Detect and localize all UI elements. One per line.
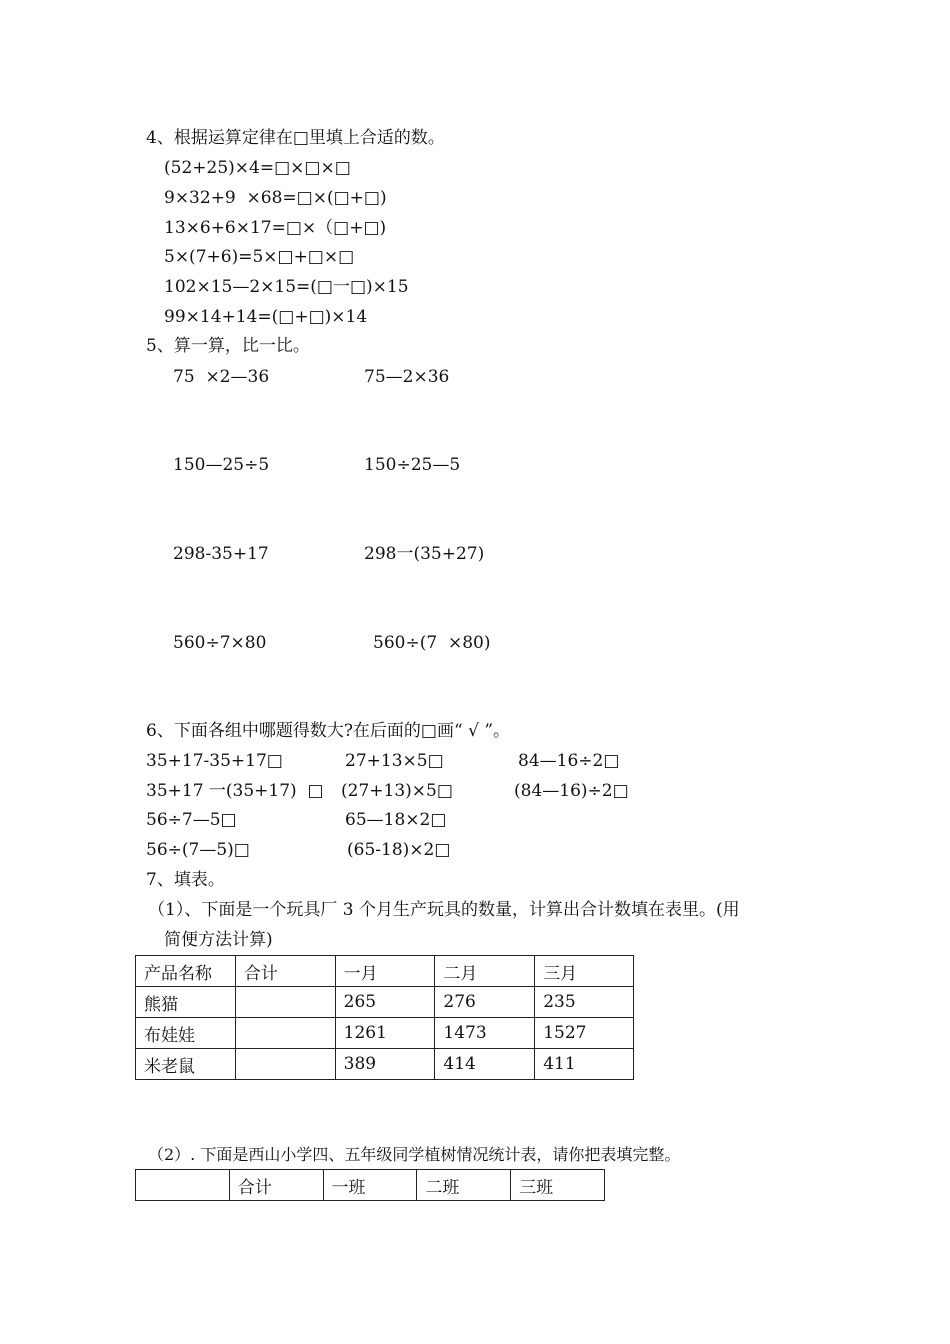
q5-expr-2a: 150—25÷5 [173,455,270,475]
q5-expr-1b: 75—2×36 [364,367,450,387]
table-row [136,987,634,1018]
q7-part2-text: （2）. 下面是西山小学四、五年级同学植树情况统计表，请你把表填完整。 [148,1145,681,1164]
header-cell: 二月 [435,956,535,987]
header-cell [136,1170,230,1201]
header-cell: 合计 [235,956,335,987]
table-cell: 1473 [435,1018,535,1049]
q6-r4-c1: 56÷(7—5)□ [146,840,250,860]
table-cell: 1527 [535,1018,634,1049]
q4-line-5: 102×15—2×15=(□一□)×15 [164,277,409,297]
q6-r2-c3: (84—16)÷2□ [514,781,629,801]
total-input-cell[interactable] [235,1018,335,1049]
q4-line-6: 99×14+14=(□+□)×14 [164,307,368,327]
table-cell: 265 [335,987,435,1018]
q6-r2-c1: 35+17 一(35+17) □ [146,781,324,801]
total-input-cell[interactable] [235,987,335,1018]
q7-title: 7、填表。 [146,870,225,890]
total-input-cell[interactable] [235,1049,335,1080]
toy-production-table [135,955,634,1080]
q7-part1-line1: （1）、下面是一个玩具厂 3 个月生产玩具的数量，计算出合计数填在表里。(用 [148,900,740,920]
table-cell: 熊猫 [136,987,236,1018]
q4-line-4: 5×(7+6)=5×□+□×□ [164,247,355,267]
q5-expr-3a: 298-35+17 [173,544,269,564]
table-header-row [136,1170,605,1201]
q6-r3-c1: 56÷7—5□ [146,810,237,830]
q5-expr-4a: 560÷7×80 [173,633,267,653]
table-header-row [136,956,634,987]
table-cell: 米老鼠 [136,1049,236,1080]
tree-planting-table [135,1169,605,1201]
q6-r1-c3: 84—16÷2□ [518,751,620,771]
table-cell: 235 [535,987,634,1018]
q6-r1-c2: 27+13×5□ [345,751,444,771]
q5-expr-2b: 150÷25—5 [364,455,461,475]
q6-r1-c1: 35+17-35+17□ [146,751,283,771]
q5-expr-4b: 560÷(7 ×80) [373,633,491,653]
q5-expr-1a: 75 ×2—36 [173,367,270,387]
table-row [136,1018,634,1049]
table-cell: 389 [335,1049,435,1080]
header-cell: 产品名称 [136,956,236,987]
table-cell: 276 [435,987,535,1018]
q5-expr-3b: 298一(35+27) [364,544,485,564]
table-cell: 414 [435,1049,535,1080]
q7-part1-line2: 简便方法计算) [164,930,273,950]
table-cell: 1261 [335,1018,435,1049]
header-cell: 合计 [229,1170,323,1201]
table-cell: 布娃娃 [136,1018,236,1049]
q6-title: 6、下面各组中哪题得数大?在后面的□画“ √ ”。 [146,721,511,741]
q4-title: 4、根据运算定律在□里填上合适的数。 [146,128,445,148]
q5-title: 5、算一算，比一比。 [146,336,310,356]
header-cell: 一班 [323,1170,417,1201]
header-cell: 三月 [535,956,634,987]
q4-line-2: 9×32+9 ×68=□×(□+□) [164,188,387,208]
table-row [136,1049,634,1080]
q4-line-1: (52+25)×4=□×□×□ [164,158,351,178]
table-cell: 411 [535,1049,634,1080]
q6-r3-c2: 65—18×2□ [345,810,447,830]
q6-r4-c2: (65-18)×2□ [347,840,451,860]
header-cell: 一月 [335,956,435,987]
header-cell: 二班 [417,1170,511,1201]
header-cell: 三班 [511,1170,605,1201]
q6-r2-c2: (27+13)×5□ [341,781,453,801]
q4-line-3: 13×6+6×17=□×（□+□) [164,218,387,238]
